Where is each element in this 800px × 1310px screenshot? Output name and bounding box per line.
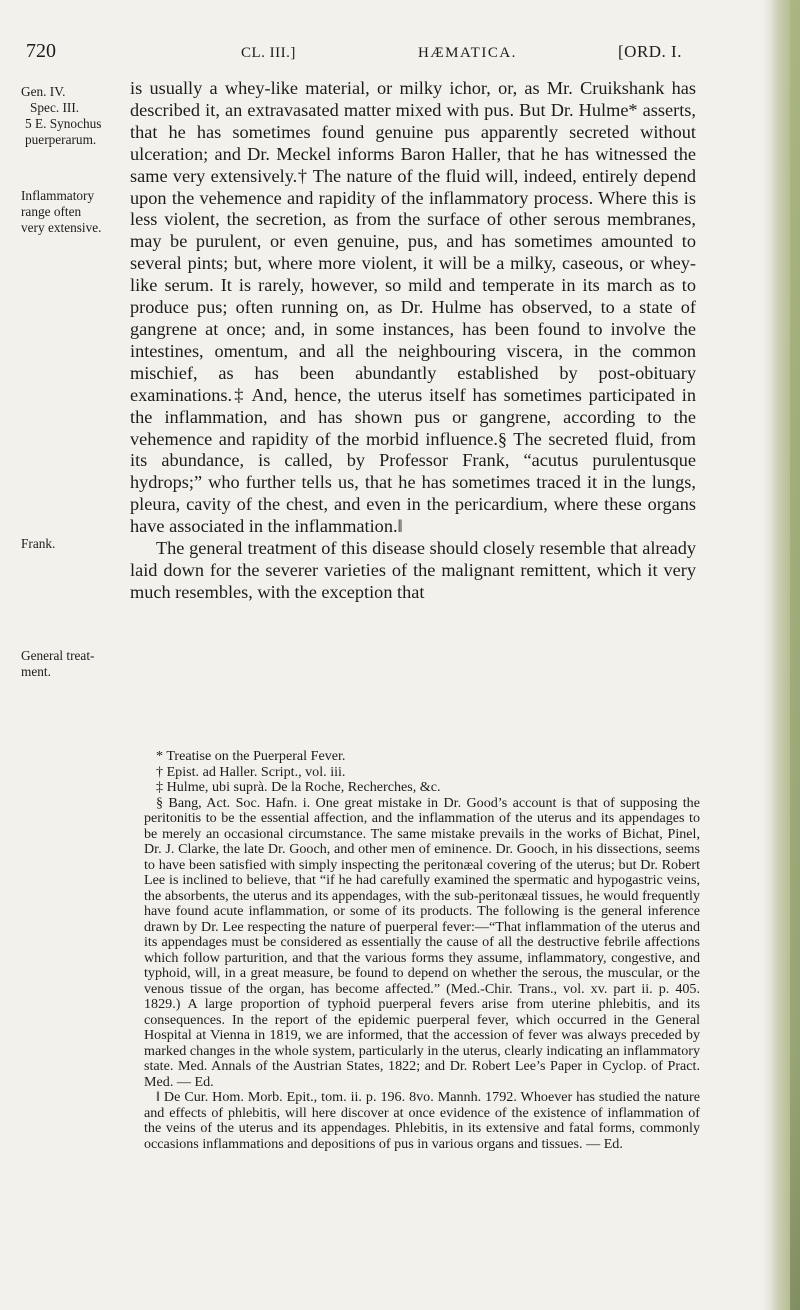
body-paragraph-2: The general treatment of this disease should closely resemble that already laid down for the severer varieties of the malignant remittent, which it very much resembles, with the exception that [130, 538, 696, 602]
margin-line: General treat- [21, 648, 95, 663]
margin-line: 5 E. Synochus [25, 116, 102, 131]
margin-note-genus [21, 84, 125, 148]
margin-line: Spec. III. [30, 100, 80, 115]
margin-line: range often [21, 204, 82, 219]
class-label: CL. III.] [241, 45, 296, 61]
page-number: 720 [26, 40, 56, 62]
margin-note-inflammatory [21, 188, 125, 236]
margin-line: Inflammatory [21, 188, 95, 203]
footnote: ‖ De Cur. Hom. Morb. Epit., tom. ii. p. 196. 8vo. Mannh. 1792. Whoever has studied the nature and effects of phlebitis, will here discover at once evidence of the existence of inflammation of the veins of the uterus and its appendages. Phlebitis, in its extensive and fatal forms, commonly occasions inflammations and depositions of pus in various organs and tissues. — Ed. [144, 1089, 700, 1152]
margin-note-treatment [21, 648, 125, 680]
margin-line: puerperarum. [25, 132, 97, 147]
footnote: § Bang, Act. Soc. Hafn. i. One great mistake in Dr. Good’s account is that of supposing the peritonitis to be the essential affection, and the inflammation of the uterus and its appendages to be merely an occasional circumstance. The same mistake prevails in the works of Bichat, Pinel, Dr. J. Clarke, the late Dr. Gooch, and other men of eminence. Dr. Gooch, in his dissections, seems to have been satisfied with simply inspecting the peritonæal covering of the uterus; but Dr. Robert Lee is inclined to believe, that “if he had carefully examined the spermatic and hypogastric veins, the absorbents, the uterus and its appendages, with the sub-peritonæal tissues, he would frequently have found acute inflammation, or some of its products. The following is the general inference drawn by Dr. Lee respecting the nature of puerperal fever:—“That inflammation of the uterus and its appendages must be considered as essentially the cause of all the destructive febrile affections which follow parturition, and that the various forms they assume, inflammatory, congestive, and typhoid, will, in a great measure, be found to depend on whether the serous, the muscular, or the venous tissue of the organ, has become affected.” (Med.-Chir. Trans., vol. xv. part ii. p. 405. 1829.) A large proportion of typhoid puerperal fevers arise from uterine phlebitis, and its consequences. In the report of the epidemic puerperal fever, which occurred in the General Hospital at Vienna in 1819, we are informed, that the accession of fever was always preceded by marked changes in the whole system, particularly in the uterus, clearly indicating an inflammatory state. Med. Annals of the Austrian States, 1822; and Dr. Robert Lee’s Paper in Cyclop. of Pract. Med. — Ed. [144, 794, 700, 1090]
footnote: * Treatise on the Puerperal Fever. [156, 748, 346, 764]
footnote: ‡ Hulme, ubi suprà. De la Roche, Recherches, &c. [156, 779, 441, 795]
running-title: HÆMATICA. [418, 45, 517, 61]
margin-line: very extensive. [21, 220, 102, 235]
order-label: [ORD. I. [618, 42, 682, 61]
footnotes [144, 749, 700, 1152]
body-paragraph-1: is usually a whey-like material, or milky ichor, or, as Mr. Cruikshank has described it, an extravasated matter mixed with pus. But Dr. Hulme* asserts, that he has sometimes found genuine pus apparently secreted without ulceration; and Dr. Meckel informs Baron Haller, that he has witnessed the same very extensively.† The nature of the fluid will, indeed, entirely depend upon the vehemence and rapidity of the inflammatory process. Where this is less violent, the secretion, as from the surface of other serous membranes, may be purulent, or even genuine, pus, and has sometimes amounted to several pints; but, where more violent, it will be a milky, caseous, or whey-like serum. It is rarely, however, so mild and temperate in its march as to produce pus; often running on, as Dr. Hulme has observed, to a state of gangrene at once; and, in some instances, has been found to involve the intestines, omentum, and all the neighbouring viscera, in the common mischief, as has been abundantly established by post-obituary examinations.‡ And, hence, the uterus itself has sometimes participated in the inflammation, and has shown pus or gangrene, according to the vehemence and rapidity of the morbid influence.§ The secreted fluid, from its abundance, is called, by Professor Frank, “acutus purulentusque hydrops;” who further tells us, that he has sometimes traced it in the lungs, pleura, cavity of the chest, and even in the pericardium, where these organs have associated in the inflammation.‖ [130, 78, 696, 537]
page-edge-binding [790, 0, 800, 1310]
footnote: † Epist. ad Haller. Script., vol. iii. [156, 763, 346, 780]
margin-line: ment. [21, 664, 51, 679]
margin-line: Frank. [21, 536, 56, 551]
main-text [130, 78, 696, 604]
margin-line: Gen. IV. [21, 84, 66, 99]
margin-note-frank [21, 536, 125, 552]
running-header [0, 40, 780, 70]
